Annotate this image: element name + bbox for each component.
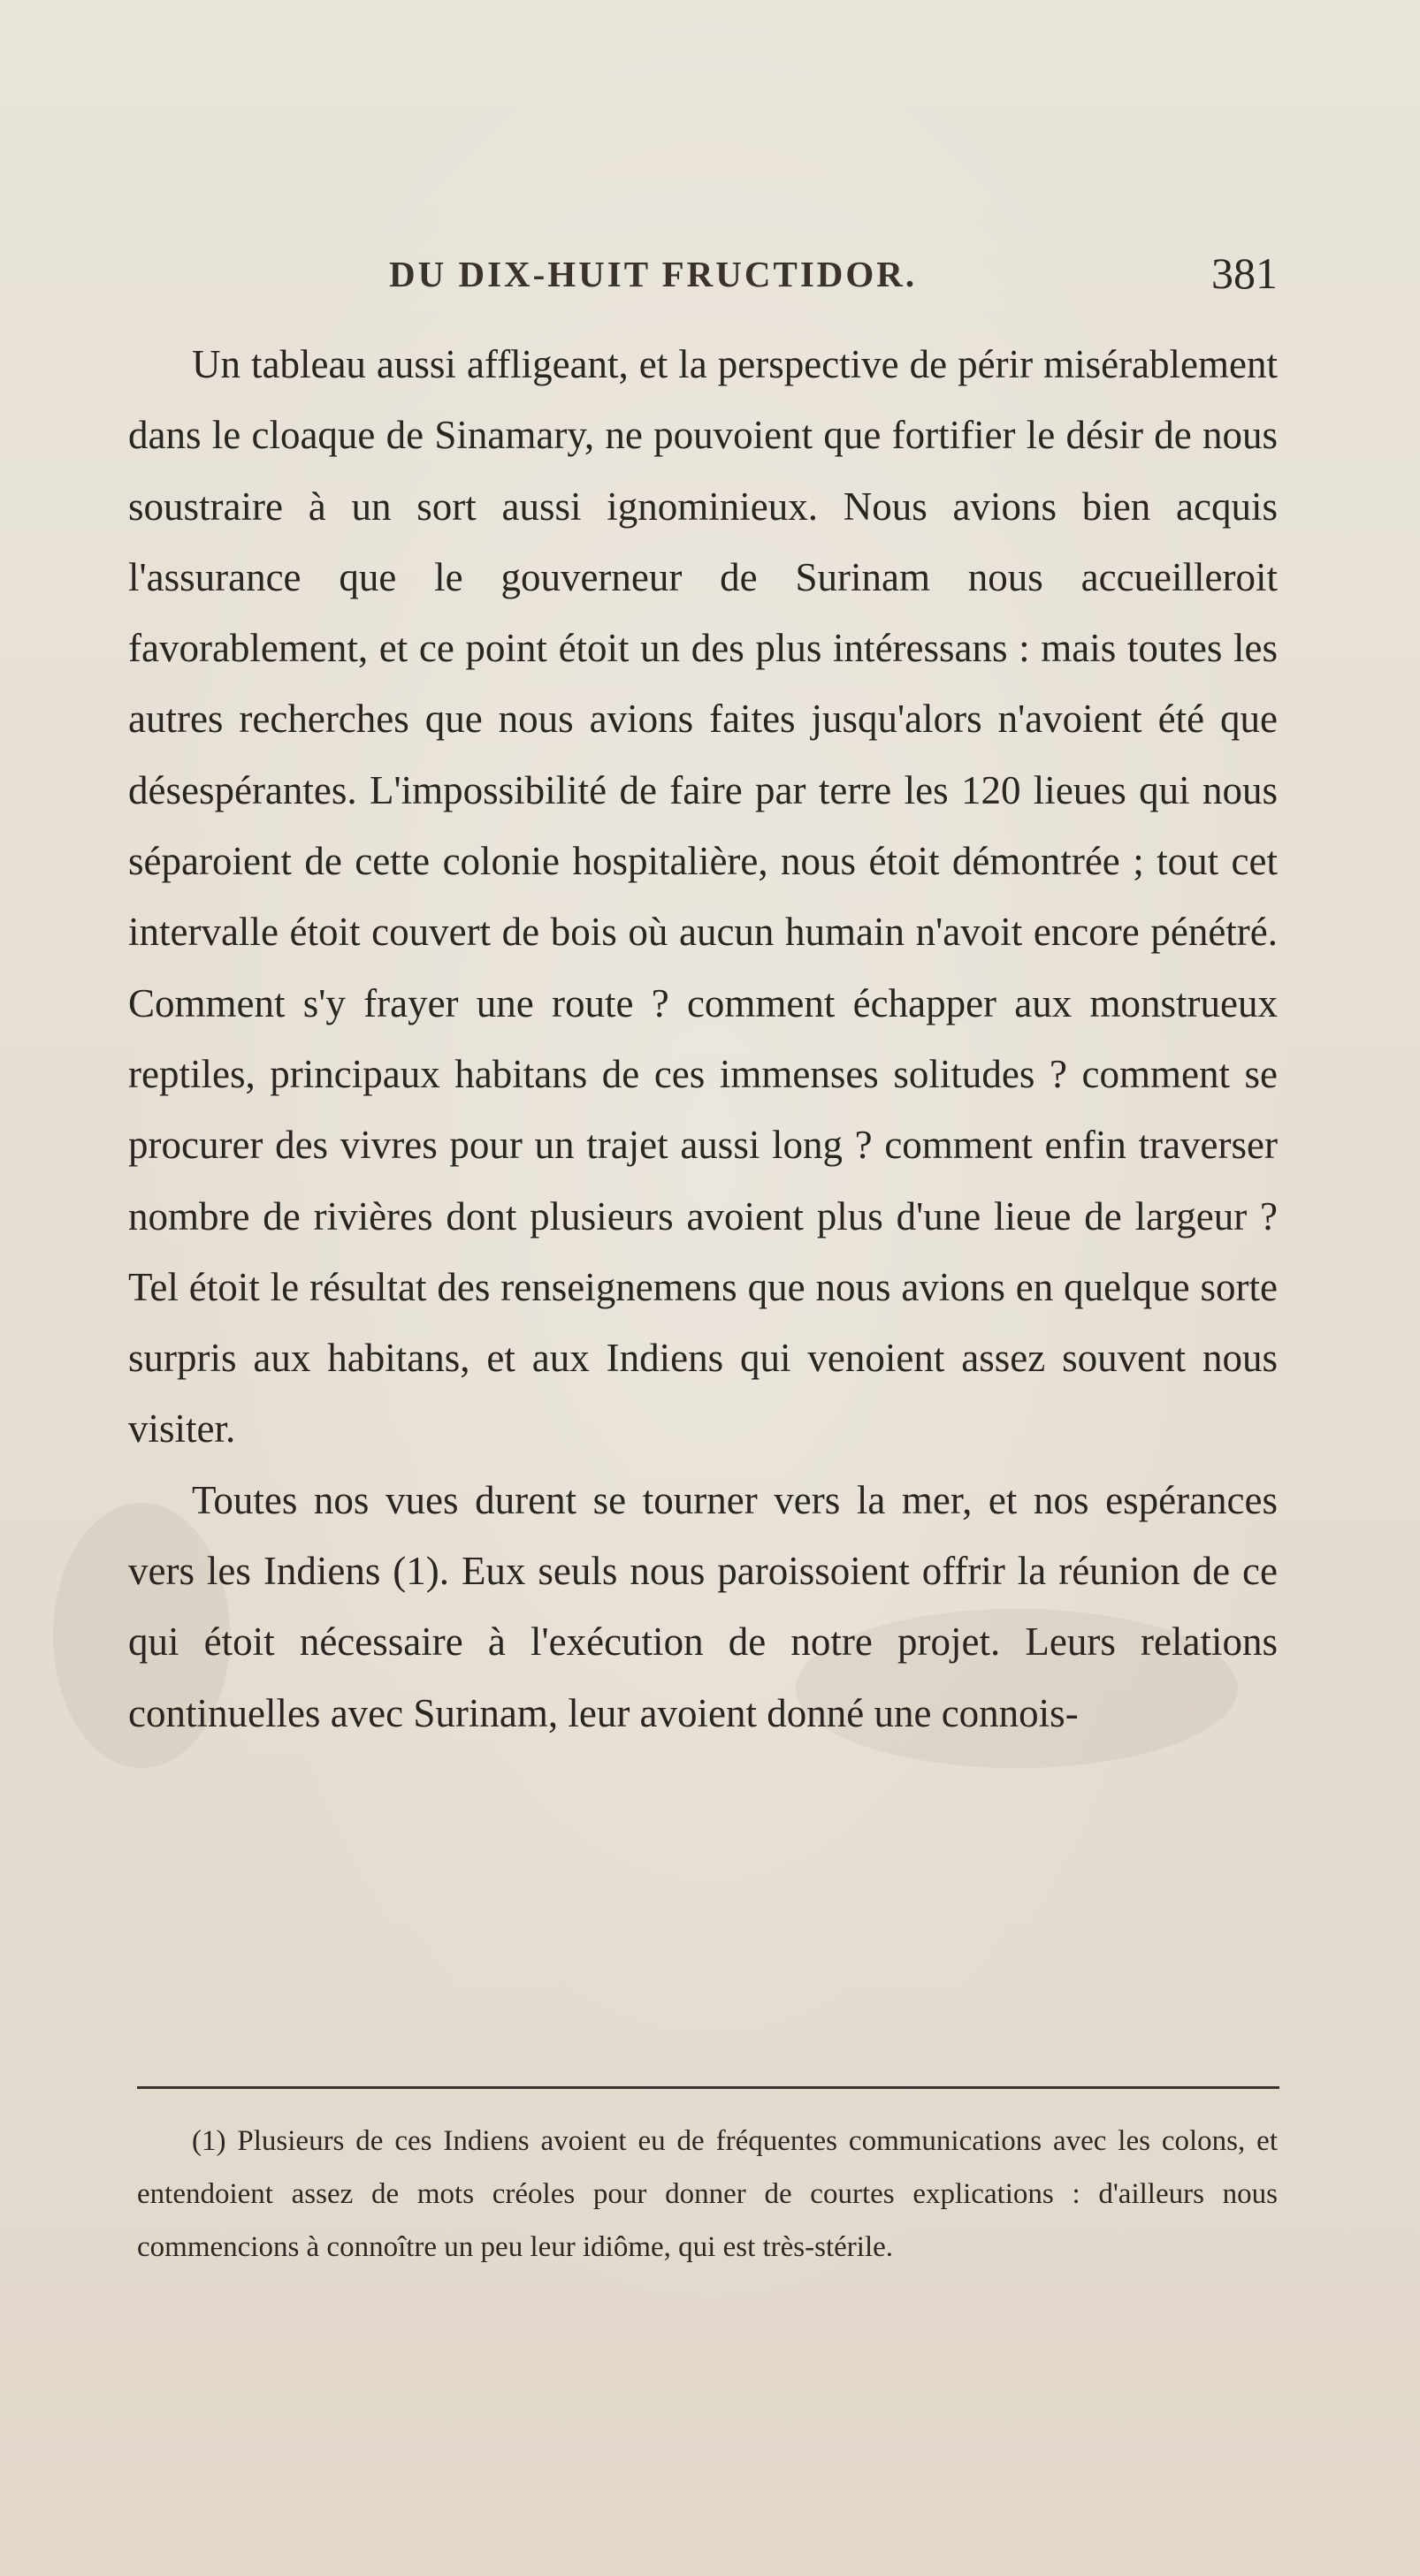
body-text <box>128 329 1278 1749</box>
page-header <box>389 248 1278 306</box>
footnote-rule <box>137 2086 1279 2089</box>
running-title: DU DIX-HUIT FRUCTIDOR. <box>389 254 918 294</box>
paragraph: Toutes nos vues durent se tourner vers la mer, et nos espérances vers les Indiens (1). Eux seuls nous paroissoient offrir la réunion de ce qui étoit nécessaire à l'exécution de notre projet. Leurs relations continuelles avec Surinam, leur avoient donné une connois- <box>128 1477 1278 1735</box>
footnote <box>137 2115 1278 2274</box>
paragraph: Un tableau aussi affligeant, et la perspective de périr misérablement dans le cloaque de Sinamary, ne pouvoient que fortifier le désir de nous soustraire à un sort aussi ignominieux. Nous avions bien acquis l'assurance que le gouverneur de Surinam nous accueilleroit favorablement, et ce point étoit un des plus intéressans : mais toutes les autres recherches que nous avions faites jusqu'alors n'avoient été que désespérantes. L'impossibilité de faire par terre les 120 lieues qui nous séparoient de cette colonie hospitalière, nous étoit démontrée ; tout cet intervalle étoit couvert de bois où aucun humain n'avoit encore pénétré. Comment s'y frayer une route ? comment échapper aux monstrueux reptiles, principaux habitans de ces immenses solitudes ? comment se procurer des vivres pour un trajet aussi long ? comment enfin traverser nombre de rivières dont plusieurs avoient plus d'une lieue de largeur ? Tel étoit le résultat des renseignemens que nous avions en quelque sorte surpris aux habitans, et aux Indiens qui venoient assez souvent nous visiter. <box>128 342 1278 1452</box>
footnote-text: (1) Plusieurs de ces Indiens avoient eu de fréquentes communications avec les colons, et entendoient assez de mots créoles pour donner de courtes explications : d'ailleurs nous commencions à connoître un peu leur idiôme, qui est très-stérile. <box>137 2125 1278 2263</box>
page-number: 381 <box>1211 248 1278 298</box>
